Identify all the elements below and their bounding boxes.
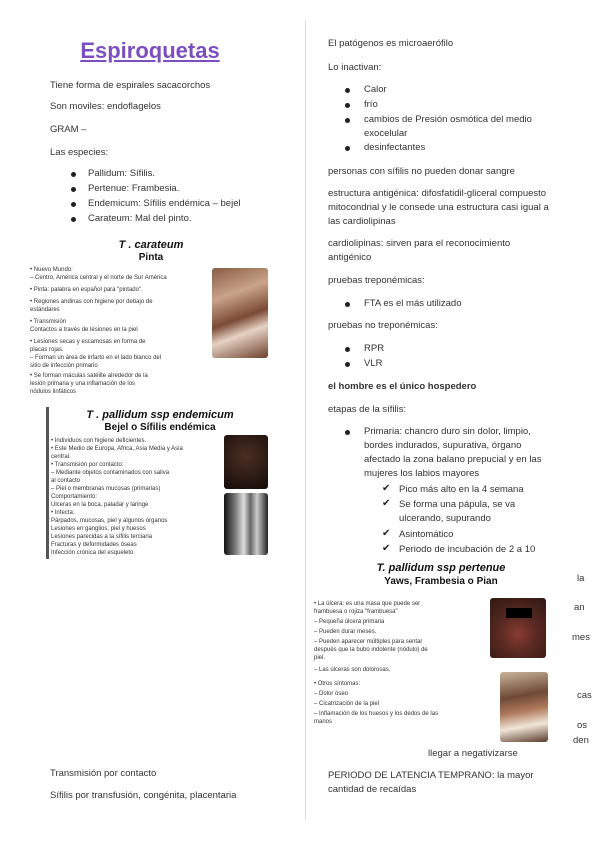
list-item: bordes indurados, supurativa, órgano (364, 440, 522, 451)
text-line: PERIODO DE LATENCIA TEMPRANO: la mayor (328, 770, 534, 781)
check-item: ulcerando, supurando (399, 513, 491, 524)
slide-line: • Infecta: (51, 510, 75, 516)
text-line: las cardiolipinas (328, 216, 396, 227)
text-line: personas con sífilis no pueden donar sangre (328, 166, 515, 177)
text-line: pruebas treponémicas: (328, 275, 425, 286)
slide-line: – Cicatrización de la piel (314, 701, 380, 707)
list-item: exocelular (364, 128, 408, 139)
intro-line: Son moviles: endoflagelos (50, 101, 161, 112)
slide-line: – Pueden durar meses. (314, 629, 377, 635)
check-item: Se forma una pápula, se va (399, 499, 516, 510)
slide-line: • Individuos con higiene deficientes. (51, 438, 147, 444)
text-line: mitocondrial y le consede una estructura casi igual a (328, 202, 549, 213)
bullet-icon (71, 187, 76, 192)
list-item: desinfectantes (364, 142, 426, 153)
slide-line: • Lesiones secas y escamosas en forma de (30, 339, 146, 345)
slide-line: • Este Medio de Europa, Africa, Asia Media y Asia (51, 446, 183, 452)
slide-line: sitio de infección primario (30, 363, 98, 369)
list-item: afectado la zona balano prepucial y en las (364, 454, 542, 465)
slide-subtitle: Yaws, Frambesia o Pian (384, 576, 498, 587)
slide-title: T. pallidum ssp pertenue (310, 562, 572, 574)
bullet-icon (345, 430, 350, 435)
slide-line: Comportamiento: (51, 494, 98, 500)
lesion-photo (212, 268, 268, 358)
slide-line: estándares (30, 307, 60, 313)
slide-line: – Las úlceras son dolorosas. (314, 667, 391, 673)
column-divider (305, 20, 306, 820)
text-line: estructura antigénica: difosfatidil-gliceral compuesto (328, 188, 547, 199)
bullet-icon (71, 202, 76, 207)
species-item: Pallidum: Sífilis. (88, 168, 156, 179)
slide-line: placas rojas. (30, 347, 64, 353)
slide-line: Párpados, mucosas, piel y algunos órganos (51, 518, 168, 524)
bullet-icon (71, 217, 76, 222)
list-item: Calor (364, 84, 387, 95)
footer-line: Sífilis por transfusión, congénita, placentaria (50, 790, 237, 801)
species-item: Endemicum: Sífilis endémica – bejel (88, 198, 241, 209)
list-item: RPR (364, 343, 385, 354)
list-item: FTA es el más utilizado (364, 298, 462, 309)
slide-subtitle: Pinta (138, 252, 164, 263)
list-item: frío (364, 99, 378, 110)
bullet-icon (345, 118, 350, 123)
intro-line: GRAM – (50, 124, 87, 135)
arm-photo (500, 672, 548, 742)
slide-line: – Pueden aparecer múltiples para sentar (314, 639, 423, 645)
checkmark-icon: ✔ (382, 528, 391, 539)
footer-line: Transmisión por contacto (50, 768, 157, 779)
species-item: Pertenue: Frambesia. (88, 183, 180, 194)
slide-line: • La úlcera: es una masa que puede ser (314, 601, 421, 607)
slide-pertenue (310, 560, 572, 748)
checkmark-icon: ✔ (382, 498, 391, 509)
list-item: cambios de Presión osmótica del medio (364, 114, 532, 125)
slide-line: – Pequeña úlcera primaria (314, 619, 385, 625)
list-item: Primaria: chancro duro sin dolor, limpio, (364, 426, 531, 437)
slide-line: – Piel o membranas mucosas (primarias) (51, 486, 161, 492)
slide-line: frambuesa o rojiza "frambuesa" (314, 609, 398, 615)
slide-subtitle: Bejel o Sífilis endémica (104, 422, 216, 433)
slide-line: • Transmisión (30, 319, 67, 325)
bullet-icon (345, 302, 350, 307)
bullet-icon (345, 103, 350, 108)
checkmark-icon: ✔ (382, 543, 391, 554)
slide-line: al contacto (51, 478, 81, 484)
peek-text: os (577, 720, 588, 731)
intro-line: Las especies: (50, 147, 109, 158)
slide-line: • Pinta: palabra en español para "pintado". (30, 287, 143, 293)
slide-line: Lesiones parecidas a la sífilis terciaria (51, 534, 153, 540)
slide-carateum (28, 236, 274, 396)
slide-line: – Inflamación de los huesos y los dedos de las (314, 711, 439, 717)
slide-line: • Otros síntomas: (314, 681, 361, 687)
slide-line: – Forman un área de infarto en el lado blanco del (30, 355, 162, 361)
slide-line: • Nuevo Mundo: (30, 267, 73, 273)
peek-text: cas (577, 690, 592, 701)
child-photo (224, 435, 268, 489)
text-line: Lo inactivan: (328, 62, 382, 73)
slide-endemicum (46, 407, 274, 559)
list-item: VLR (364, 358, 383, 369)
slide-line: Fracturas y deformidades óseas (51, 542, 137, 548)
list-item: mujeres los labios mayores (364, 468, 480, 479)
intro-line: Tiene forma de espirales sacacorchos (50, 80, 211, 91)
check-item: Pico más alto en la 4 semana (399, 484, 524, 495)
slide-line: manos (314, 719, 333, 725)
checkmark-icon: ✔ (382, 483, 391, 494)
face-photo (490, 598, 546, 658)
slide-line: después que la bubo indolente (nódulo) de (314, 647, 428, 653)
peek-text: an (574, 602, 585, 613)
text-line: El patógenos es microaerófilo (328, 38, 454, 49)
check-item: Periodo de incubación de 2 a 10 (399, 544, 536, 555)
check-item: Asintomático (399, 529, 454, 540)
slide-line: • Se forman máculas satélite alrededor de la (30, 373, 148, 379)
bullet-icon (345, 88, 350, 93)
eye-bar (506, 608, 532, 618)
slide-line: – Mediante objetos contaminados con saliva (51, 470, 170, 476)
slide-line: – Centro, América central y el norte de Sur América (30, 275, 167, 281)
bullet-icon (345, 146, 350, 151)
text-line: etapas de la sífilis: (328, 404, 407, 415)
peek-text: den (573, 735, 589, 746)
slide-line: nódulos linfáticos (30, 389, 77, 395)
slide-line: • Regiones andinas con higiene por debajo de (30, 299, 153, 305)
xray-photo (224, 493, 268, 555)
slide-border (46, 407, 49, 559)
slide-line: Ulceras en la boca, paladar y laringe (51, 502, 149, 508)
slide-line: piel. (314, 655, 326, 661)
text-line: cardiolipinas: sirven para el reconocimiento (328, 238, 511, 249)
species-item: Carateum: Mal del pinto. (88, 213, 192, 224)
text-line: llegar a negativizarse (428, 748, 518, 759)
slide-title: T . pallidum ssp endemicum (86, 409, 234, 421)
slide-line: – Dolor óseo (314, 691, 349, 697)
slide-line: central. (51, 454, 71, 460)
slide-line: Lesiones en ganglios, piel y huesos (51, 526, 146, 532)
slide-line: Contactos a través de lesiones en la piel (30, 327, 138, 333)
slide-title: T . carateum (118, 239, 184, 251)
text-line: cantidad de recaídas (328, 784, 417, 795)
bullet-icon (345, 347, 350, 352)
peek-text: la (577, 573, 585, 584)
page-title: Espiroquetas (80, 38, 220, 63)
bullet-icon (71, 172, 76, 177)
slide-line: • Transmisión por contacto: (51, 462, 124, 468)
peek-text: mes (572, 632, 590, 643)
slide-line: Infección crónica del esqueleto (51, 550, 134, 556)
text-line: el hombre es el único hospedero (328, 381, 477, 392)
bullet-icon (345, 362, 350, 367)
text-line: pruebas no treponémicas: (328, 320, 438, 331)
text-line: antigénico (328, 252, 372, 263)
slide-line: lesión primaria y una inflamación de los (30, 381, 136, 387)
